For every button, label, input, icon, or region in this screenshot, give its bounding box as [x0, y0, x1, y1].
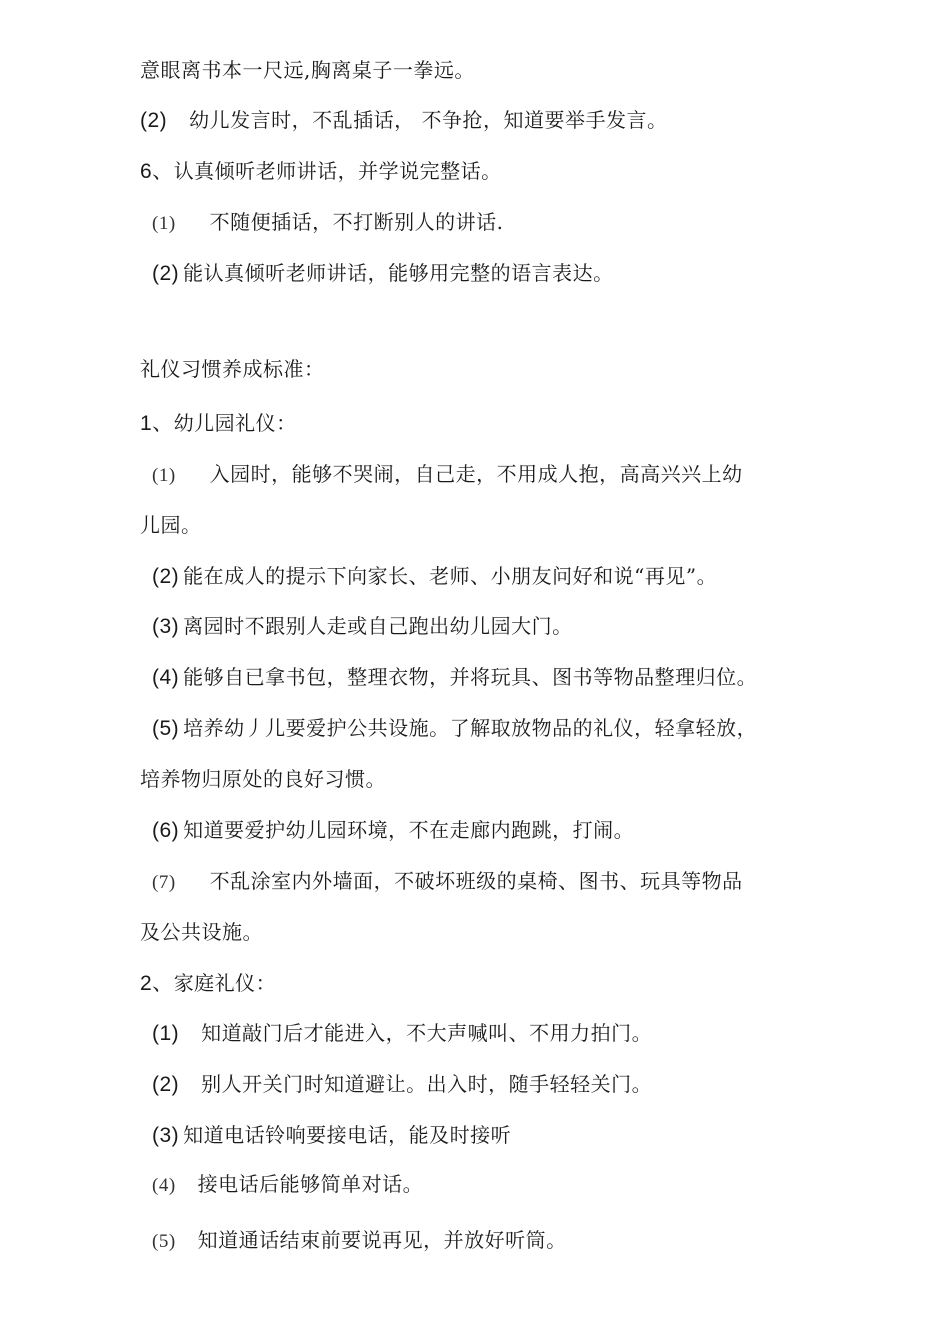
- section-number: 1、: [140, 412, 174, 435]
- item-number: (7): [152, 872, 176, 893]
- line-text: 离园时不跟别人走或自己跑出幼儿园大门。: [183, 614, 573, 638]
- line-text: 礼仪习惯养成标准：: [140, 357, 325, 381]
- item-number: (1): [152, 465, 176, 486]
- section-heading: [140, 411, 297, 436]
- paragraph-line: [140, 767, 386, 791]
- line-text: 家庭礼仪：: [173, 971, 277, 995]
- line-text: 入园时，能够不哭闹，自己走，不用成人抱，高高兴兴上幼: [209, 462, 743, 486]
- section-number: 2、: [140, 972, 174, 995]
- item-number: (5): [152, 717, 180, 740]
- list-item: [152, 1021, 652, 1046]
- line-text: 能在成人的提示下向家长、老师、小朋友问好和说“再见”。: [183, 564, 718, 588]
- item-number: (2): [152, 565, 180, 588]
- item-number: (1): [152, 1022, 180, 1045]
- item-number: (3): [152, 1124, 180, 1147]
- line-text: 别人开关门时知道避让。出入时，随手轻轻关门。: [201, 1072, 653, 1096]
- list-item: [152, 564, 717, 589]
- section-number: 6、: [140, 160, 174, 183]
- section-heading: [140, 159, 502, 184]
- line-text: 知道电话铃响要接电话，能及时接听: [183, 1123, 512, 1147]
- line-text: 不随便插话，不打断别人的讲话.: [209, 210, 504, 234]
- item-number: (2): [152, 262, 180, 285]
- item-number: (1): [152, 213, 176, 234]
- list-item: [140, 108, 668, 133]
- heading-etiquette-standards: [140, 357, 325, 381]
- line-text: 幼儿园礼仪：: [173, 411, 297, 435]
- line-text: 培养物归原处的良好习惯。: [140, 767, 386, 791]
- line-text: 及公共设施。: [140, 920, 263, 944]
- list-item: [152, 716, 757, 741]
- line-text: 不乱涂室内外墙面，不破坏班级的桌椅、图书、玩具等物品: [209, 869, 743, 893]
- list-item: [152, 1172, 423, 1198]
- item-number: (2): [140, 109, 168, 132]
- list-item: [152, 818, 634, 843]
- line-text: 意眼离书本一尺远,胸离桌子一拳远。: [140, 58, 475, 82]
- item-number: (4): [152, 666, 180, 689]
- list-item: [152, 869, 743, 895]
- line-text: 能认真倾听老师讲话，能够用完整的语言表达。: [183, 261, 614, 285]
- paragraph-line: [140, 920, 263, 944]
- item-number: (5): [152, 1231, 176, 1252]
- line-text: 幼儿发言时，不乱插话， 不争抢，知道要举手发言。: [189, 108, 668, 132]
- list-item: [152, 210, 504, 236]
- list-item: [152, 1123, 511, 1148]
- line-text: 知道要爱护幼儿园环境，不在走廊内跑跳，打闹。: [183, 818, 635, 842]
- line-text: 儿园。: [140, 513, 202, 537]
- list-item: [152, 665, 757, 690]
- paragraph-line: [140, 58, 475, 82]
- section-heading: [140, 971, 276, 996]
- line-text: 认真倾听老师讲话，并学说完整话。: [173, 159, 502, 183]
- list-item: [152, 261, 614, 286]
- line-text: 培养幼丿儿要爱护公共设施。了解取放物品的礼仪，轻拿轻放，: [183, 716, 758, 740]
- item-number: (6): [152, 819, 180, 842]
- list-item: [152, 1228, 567, 1254]
- item-number: (4): [152, 1175, 176, 1196]
- line-text: 接电话后能够简单对话。: [197, 1172, 424, 1196]
- line-text: 知道敲门后才能进入，不大声喊叫、不用力拍门。: [201, 1021, 653, 1045]
- list-item: [152, 462, 743, 488]
- line-text: 知道通话结束前要说再见，并放好听筒。: [197, 1228, 567, 1252]
- item-number: (3): [152, 615, 180, 638]
- paragraph-line: [140, 513, 202, 537]
- item-number: (2): [152, 1073, 180, 1096]
- list-item: [152, 1072, 652, 1097]
- list-item: [152, 614, 573, 639]
- line-text: 能够自已拿书包，整理衣物，并将玩具、图书等物品整理归位。: [183, 665, 758, 689]
